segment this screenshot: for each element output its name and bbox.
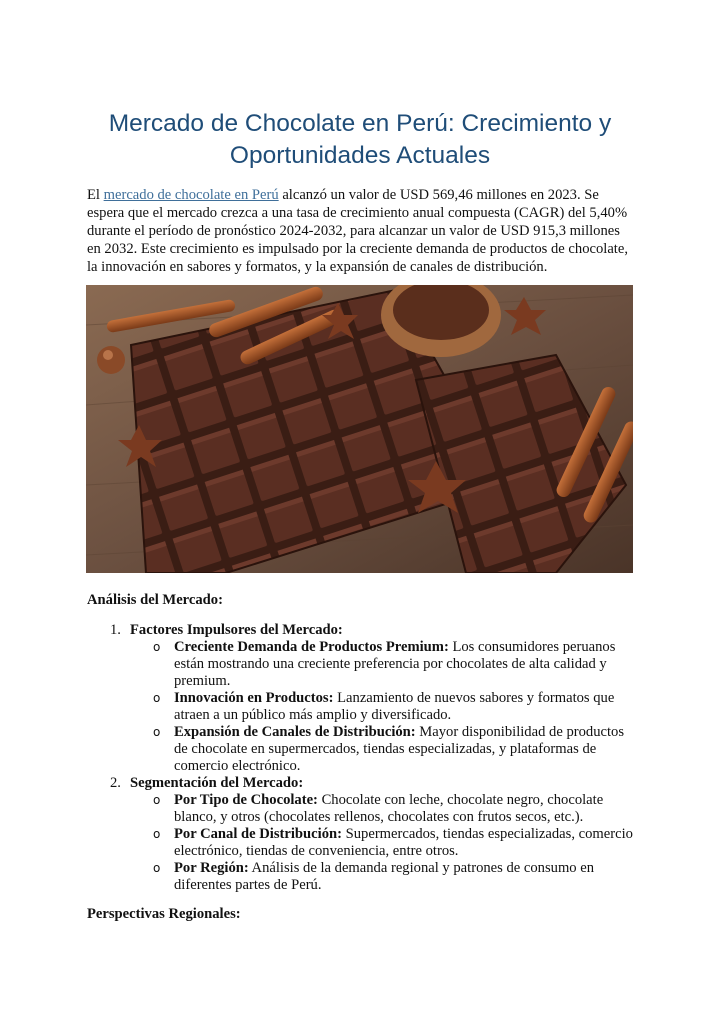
list-item xyxy=(87,622,647,639)
list-number: 1. xyxy=(110,622,121,638)
subitem-label: Por Canal de Distribución: xyxy=(174,826,342,842)
subitem-text: Supermercados, tiendas especializadas, comercio electrónico, tiendas de conveniencia, entre otros. xyxy=(174,826,633,859)
intro-prefix: El xyxy=(87,187,104,203)
list-item xyxy=(87,775,647,792)
subitem-text: Análisis de la demanda regional y patrones de consumo en diferentes partes de Perú. xyxy=(174,860,595,893)
bullet-icon: o xyxy=(153,725,161,739)
subitem-label: Innovación en Productos: xyxy=(174,690,334,706)
list-subitem xyxy=(87,792,647,826)
subitem-text: Mayor disponibilidad de productos de chocolate en supermercados, tiendas especializadas, y plataformas de comercio electrónico. xyxy=(174,724,624,774)
list-subitem xyxy=(87,860,647,894)
subitem-label: Por Tipo de Chocolate: xyxy=(174,792,318,808)
page-title: Mercado de Chocolate en Perú: Crecimiento y Oportunidades Actuales xyxy=(108,110,612,169)
list-item-heading: Factores Impulsores del Mercado: xyxy=(130,622,343,638)
subitem-label: Por Región: xyxy=(174,860,249,876)
subitem-text: Los consumidores peruanos están mostrando una creciente preferencia por chocolates de alta calidad y premium. xyxy=(174,639,616,689)
subitem-label: Expansión de Canales de Distribución: xyxy=(174,724,416,740)
chocolate-photo-illustration xyxy=(86,285,633,573)
regional-heading: Perspectivas Regionales: xyxy=(87,906,241,922)
subitem-text: Chocolate con leche, chocolate negro, chocolate blanco, y otros (chocolates rellenos, chocolates con frutos secos, etc.). xyxy=(174,792,604,825)
list-subitem xyxy=(87,724,647,775)
intro-paragraph xyxy=(87,186,635,276)
chocolate-bars-photo xyxy=(86,285,633,573)
list-subitem xyxy=(87,639,647,690)
analysis-heading: Análisis del Mercado: xyxy=(87,592,223,608)
bullet-icon: o xyxy=(153,793,161,807)
analysis-list xyxy=(87,622,647,894)
subitem-label: Creciente Demanda de Productos Premium: xyxy=(174,639,449,655)
list-subitem xyxy=(87,690,647,724)
bullet-icon: o xyxy=(153,861,161,875)
bullet-icon: o xyxy=(153,827,161,841)
hazelnuts xyxy=(97,346,125,374)
bullet-icon: o xyxy=(153,640,161,654)
intro-body: alcanzó un valor de USD 569,46 millones en 2023. Se espera que el mercado crezca a una tasa de crecimiento anual compuesta (CAGR) del 5,40% durante el período de pronóstico 2024-2032, para alcanzar un valor de USD 915,3 millones en 2032. Este crecimiento es impulsado por la creciente demanda de productos de chocolate, la innovación en sabores y formatos, y la expansión de canales de distribución. xyxy=(87,187,628,275)
list-subitem xyxy=(87,826,647,860)
market-link[interactable]: mercado de chocolate en Perú xyxy=(103,187,279,203)
subitem-text: Lanzamiento de nuevos sabores y formatos que atraen a un público más amplio y diversificado. xyxy=(174,690,615,723)
list-number: 2. xyxy=(110,775,121,791)
bullet-icon: o xyxy=(153,691,161,705)
list-item-heading: Segmentación del Mercado: xyxy=(130,775,304,791)
